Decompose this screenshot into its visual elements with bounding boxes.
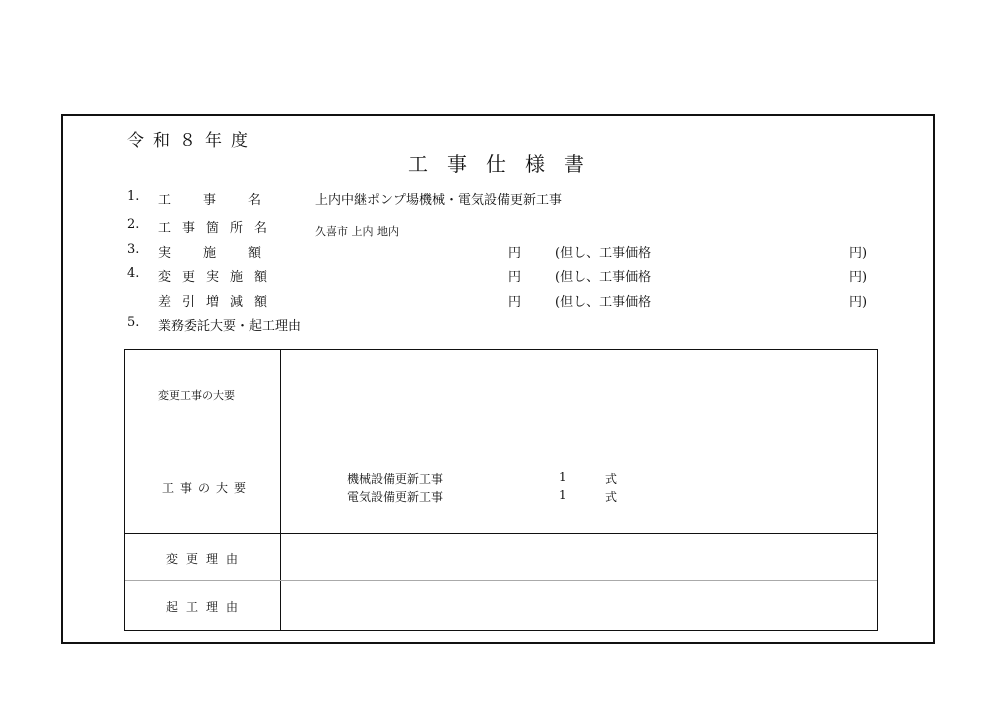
- row-3-label: 実 施 額: [158, 246, 264, 261]
- item-1-qty: 1: [559, 470, 567, 484]
- row-1-label: 工 事 名: [158, 193, 264, 208]
- row-diff-note: (但し、工事価格: [555, 295, 652, 310]
- item-2-unit: 式: [605, 490, 618, 504]
- row-2-value: 久喜市 上内 地内: [315, 225, 399, 238]
- item-2-qty: 1: [559, 488, 567, 502]
- document-title: 工事仕様書: [408, 152, 603, 176]
- row-1-value: 上内中継ポンプ場機械・電気設備更新工事: [315, 193, 563, 208]
- row-3-note: (但し、工事価格: [555, 246, 652, 261]
- table-row-divider-light: [125, 580, 877, 581]
- row-3-yen: 円: [508, 246, 522, 261]
- row-diff-note-close: 円): [849, 295, 868, 310]
- start-reason-label: 起工理由: [166, 600, 247, 614]
- table-row-divider: [125, 533, 877, 534]
- table-column-divider: [280, 350, 281, 630]
- row-5-label: 業務委託大要・起工理由: [158, 319, 302, 334]
- item-2-name: 電気設備更新工事: [347, 490, 444, 504]
- row-2-label: 工事箇所名: [158, 221, 279, 236]
- change-reason-label: 変更理由: [166, 552, 247, 566]
- row-5-number: 5.: [127, 315, 140, 330]
- row-1-number: 1.: [127, 189, 140, 204]
- row-3-note-close: 円): [849, 246, 868, 261]
- row-4-number: 4.: [127, 266, 140, 281]
- row-4-label: 変更実施額: [158, 270, 279, 285]
- row-4-note-close: 円): [849, 270, 868, 285]
- row-3-number: 3.: [127, 242, 140, 257]
- row-4-yen: 円: [508, 270, 522, 285]
- row-diff-label: 差引増減額: [158, 295, 279, 310]
- era-year: 令和８年度: [127, 131, 257, 151]
- item-1-name: 機械設備更新工事: [347, 472, 444, 486]
- summary-label: 工事の大要: [162, 481, 253, 495]
- row-diff-yen: 円: [508, 295, 522, 310]
- summary-table: [124, 349, 878, 631]
- item-1-unit: 式: [605, 472, 618, 486]
- document-frame: [61, 114, 935, 644]
- row-4-note: (但し、工事価格: [555, 270, 652, 285]
- row-2-number: 2.: [127, 217, 140, 232]
- change-summary-label: 変更工事の大要: [158, 389, 235, 402]
